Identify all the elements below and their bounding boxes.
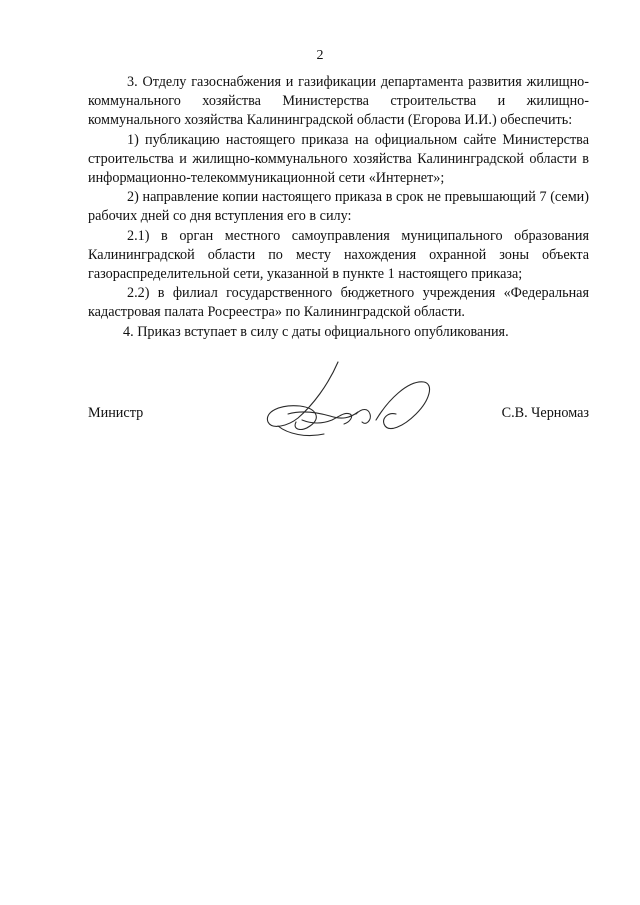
paragraph-3-2: 2) направление копии настоящего приказа в срок не превышающий 7 (семи) рабочих дней со дня вступления его в силу: bbox=[88, 189, 589, 225]
document-body bbox=[88, 73, 589, 342]
paragraph-3-2-1: 2.1) в орган местного самоуправления муниципального образования Калининградской области по месту нахождения охранной зоны объекта газораспределительной сети, указанной в пункте 1 настоящего приказа; bbox=[88, 227, 589, 283]
paragraph-4: 4. Приказ вступает в силу с даты официального опубликования. bbox=[123, 323, 509, 340]
signer-name: С.В. Черномаз bbox=[501, 405, 589, 421]
signature-block bbox=[88, 403, 589, 423]
paragraph-3: 3. Отделу газоснабжения и газификации департамента развития жилищно-коммунального хозяйства Министерства строительства и жилищно-коммунального хозяйства Калининградской области (Егорова И.И.) обеспечить: bbox=[88, 74, 589, 129]
signer-position: Министр bbox=[88, 405, 144, 421]
paragraph-3-2-2: 2.2) в филиал государственного бюджетного учреждения «Федеральная кадастровая палата Росреестра» по Калининградской области. bbox=[88, 285, 589, 321]
page-number: 2 bbox=[316, 48, 324, 63]
paragraph-3-1: 1) публикацию настоящего приказа на официальном сайте Министерства строительства и жилищно-коммунального хозяйства Калининградской области в информационно-телекоммуникационной сети «Интернет»; bbox=[88, 131, 589, 187]
